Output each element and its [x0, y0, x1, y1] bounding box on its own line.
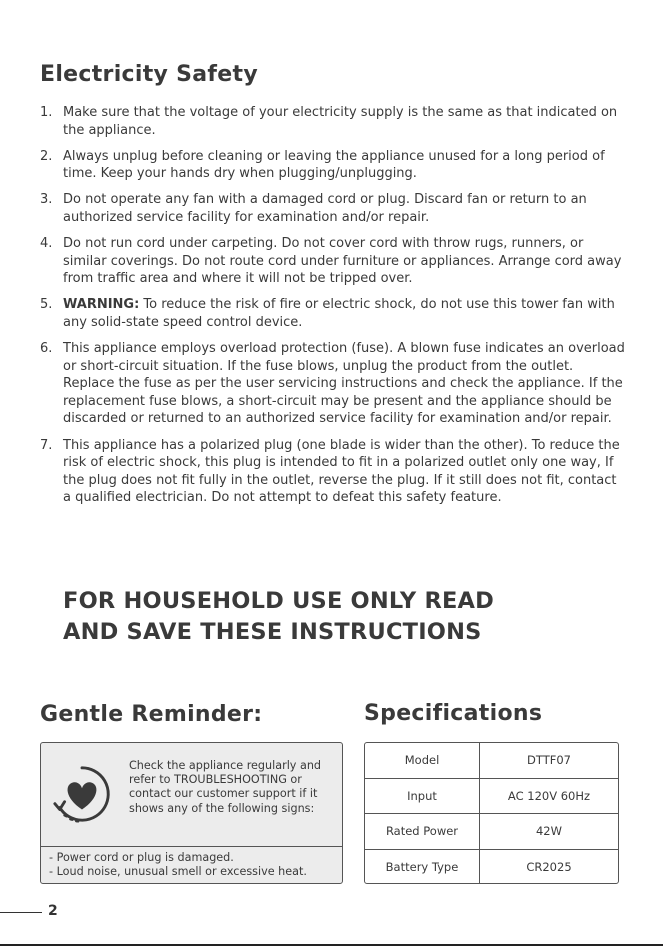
- item-text: Make sure that the voltage of your electricity supply is the same as that indicated on the appliance.: [63, 105, 618, 138]
- spec-value: 42W: [535, 824, 562, 839]
- section-title-gentle-reminder: Gentle Reminder:: [40, 702, 263, 727]
- reminder-box: [40, 742, 343, 884]
- item-text: This appliance has a polarized plug (one blade is wider than the other). To reduce the risk of electric shock, this plug is intended to fit in a polarized outlet only one way, If the plug does not fit fully in the outlet, reverse the plug. If it still does not fit, contact a qualified electrician. Do not attempt to defeat this safety feature.: [63, 437, 620, 506]
- item-text: To reduce the risk of fire or electric shock, do not use this tower fan with any solid-state speed control device.: [63, 297, 615, 330]
- household-notice: [63, 586, 623, 648]
- section-title-specifications: Specifications: [364, 701, 543, 726]
- list-item: - Loud noise, unusual smell or excessive heat.: [49, 865, 307, 879]
- safety-item: [40, 296, 625, 331]
- page-number: 2: [48, 903, 58, 919]
- warning-label: WARNING:: [63, 297, 140, 313]
- safety-item: [40, 191, 625, 226]
- list-item: - Power cord or plug is damaged.: [49, 851, 234, 864]
- table-row: [365, 814, 618, 850]
- spec-value: DTTF07: [527, 753, 571, 768]
- item-number: 1.: [40, 105, 53, 120]
- household-line-1: FOR HOUSEHOLD USE ONLY READ: [63, 588, 495, 614]
- spec-value: CR2025: [526, 860, 572, 875]
- item-number: 2.: [40, 148, 53, 164]
- spec-label: Battery Type: [365, 850, 480, 885]
- household-line-2: AND SAVE THESE INSTRUCTIONS: [63, 619, 482, 645]
- safety-item: [40, 104, 625, 139]
- item-text: Always unplug before cleaning or leaving the appliance unused for a long period of time. Keep your hands dry when plugging/unplugging.: [63, 148, 605, 182]
- safety-item: [40, 235, 625, 288]
- reminder-text: Check the appliance regularly and refer to TROUBLESHOOTING or contact our customer support if it shows any of the following signs:: [129, 759, 322, 815]
- spec-label: Model: [365, 743, 480, 778]
- table-row: [365, 743, 618, 779]
- reminder-top-panel: [41, 743, 342, 847]
- section-title-electricity-safety: Electricity Safety: [40, 62, 258, 87]
- safety-item: [40, 437, 625, 507]
- safety-list: [40, 104, 625, 515]
- item-number: 5.: [40, 297, 53, 313]
- specifications-table: [364, 742, 619, 884]
- item-number: 4.: [40, 236, 53, 252]
- table-row: [365, 779, 618, 815]
- page-number-rule: [0, 912, 42, 913]
- item-text: Do not operate any fan with a damaged cord or plug. Discard fan or return to an authorized service facility for examination and/or repair.: [63, 192, 587, 225]
- item-number: 3.: [40, 192, 53, 208]
- item-number: 7.: [40, 437, 53, 453]
- item-text: This appliance employs overload protection (fuse). A blown fuse indicates an overload or short-circuit situation. If the fuse blows, unplug the product from the outlet. Replace the fuse as per the user servicing instructions and check the appliance. If the replacement fuse blows, a short-circuit may be present and the appliance should be discarded or returned to an authorized service facility for examination and/or repair.: [63, 341, 625, 427]
- spec-label: Input: [365, 779, 480, 814]
- table-row: [365, 850, 618, 885]
- reminder-signs-list: [49, 851, 307, 879]
- item-text: Do not run cord under carpeting. Do not cover cord with throw rugs, runners, or similar coverings. Do not route cord under furniture or appliances. Arrange cord away from traffic area and where it will not be tripped over.: [63, 236, 622, 287]
- item-number: 6.: [40, 341, 53, 357]
- safety-item: [40, 148, 625, 183]
- heart-cycle-icon: [51, 763, 113, 825]
- spec-label: Rated Power: [365, 814, 480, 849]
- spec-value: AC 120V 60Hz: [507, 788, 591, 803]
- safety-item: [40, 340, 625, 428]
